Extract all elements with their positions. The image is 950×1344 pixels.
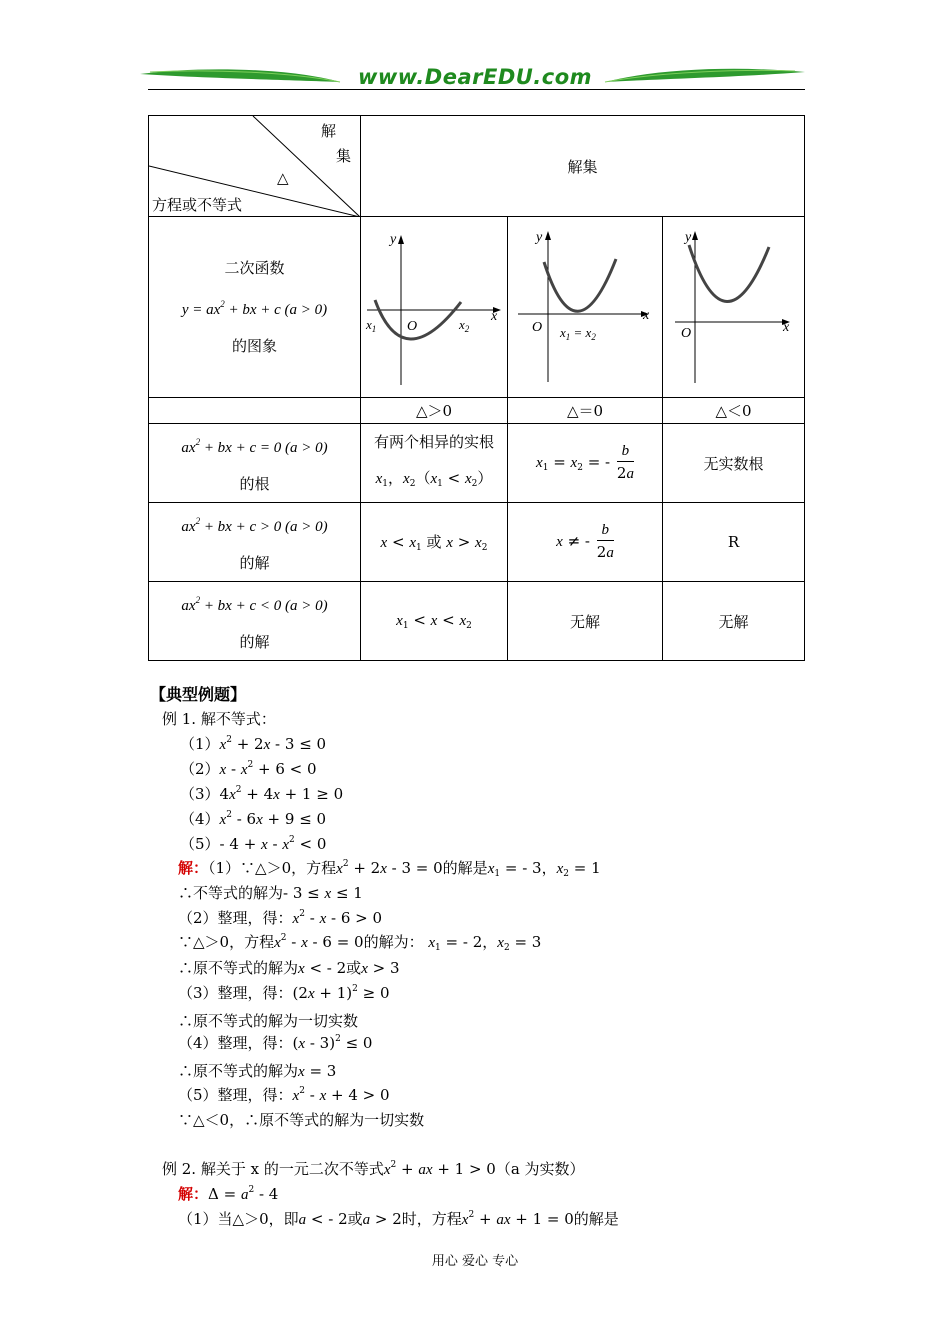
svg-text:O: O xyxy=(681,326,692,341)
parabola-one-root-graph xyxy=(508,217,662,393)
svg-text:x1: $x_1$ xyxy=(366,317,377,334)
parabola-two-roots-graph xyxy=(361,217,507,393)
solution-3b: ∴原不等式的解为一切实数 xyxy=(178,1012,359,1030)
two-distinct-roots-text: 有两个相异的实根 xyxy=(373,433,494,451)
corner-cell xyxy=(149,116,361,217)
footer-slogan: 用心 爱心 专心 xyxy=(431,1254,519,1269)
section-title: 【典型例题】 xyxy=(150,685,247,704)
solution-5a: （5）整理，得：$x^2 - x + 4 > 0$ xyxy=(178,1086,390,1104)
fraction-b-over-2a: $\frac{b}{2a}$ xyxy=(596,522,614,561)
delta-negative-label: △＜0 xyxy=(663,398,805,424)
gt-delta-negative: R xyxy=(663,503,805,582)
graph-label-cell xyxy=(149,217,361,398)
svg-text:x1 = x2: $x_1 = x_2$ xyxy=(560,325,596,342)
problem-4: $(4)x^2 - 6x + 9 \le 0$ xyxy=(180,810,327,828)
svg-text:x: x xyxy=(491,309,498,324)
lt-delta-positive: $x_1 < x < x_2$ xyxy=(361,582,508,661)
roots-delta-zero: $x_1 = x_2$ = - $\frac{b}{2a}$ xyxy=(508,424,663,503)
roots-delta-positive xyxy=(361,424,508,503)
svg-text:y: y xyxy=(685,230,692,245)
problem-5: （5）- $4 + x - x^2 < 0$ xyxy=(180,835,327,853)
equation-formula: $ax^2$ + bx + c = 0 (a > 0) xyxy=(181,437,328,456)
problem-2: $(2)x - x^2 + 6 < 0$ xyxy=(180,760,317,778)
function-formula: $y = ax^2$ + bx + c (a > 0) xyxy=(181,299,328,318)
problem-3: $(3)4x^2 + 4x + 1 \ge 0$ xyxy=(180,785,344,803)
delta-row-label xyxy=(149,398,361,424)
corner-label-equation: 方程或不等式 xyxy=(152,196,243,214)
inequality-gt-formula: $ax^2$ + bx + c > 0 (a > 0) xyxy=(181,516,328,535)
graph-label-3: 的图象 xyxy=(231,337,277,355)
lt-label: 的解 xyxy=(239,633,270,651)
svg-text:O: O xyxy=(407,319,418,334)
graph-delta-zero xyxy=(508,217,663,398)
solution-3a: （3）整理，得：$(2x + 1)^2 \ge 0$ xyxy=(178,984,390,1002)
svg-text:O: O xyxy=(532,320,543,335)
solution-4b: ∴原不等式的解为x = 3 xyxy=(178,1062,337,1080)
corner-label-ji: 集 xyxy=(336,147,352,165)
ex2-title: 例 2. 解关于 x 的一元二次不等式$x^2$ + ax + 1 > 0（a 为实数） xyxy=(162,1160,585,1178)
solution-2b: ∵△＞0，方程$x^2 - x - 6 = 0$的解为： $x_1$ = - 2，$x_2 = 3$ xyxy=(178,933,542,953)
svg-text:y: y xyxy=(390,232,397,247)
svg-text:x: x xyxy=(643,308,650,323)
roots-x1-x2: $x_1$，$x_2(x_1 < x_2)$ xyxy=(375,469,493,489)
svg-text:x: x xyxy=(783,320,790,335)
solution-label-2: 解： xyxy=(178,1185,209,1203)
ex2-case-1: （1）当△＞0，即a < - 2或a > 2时，方程$x^2$ + ax + 1 = 0的解是 xyxy=(178,1210,619,1228)
solution-2a: （2）整理，得：$x^2 - x - 6 > 0$ xyxy=(178,909,383,927)
gt-label: 的解 xyxy=(239,554,270,572)
svg-text:x2: $x_2$ xyxy=(459,317,470,334)
header-solution-set: 解集 xyxy=(361,116,805,217)
delta-zero-label: △＝0 xyxy=(508,398,663,424)
lt-label-cell xyxy=(149,582,361,661)
gt-label-cell xyxy=(149,503,361,582)
roots-label-cell xyxy=(149,424,361,503)
solution-1a: 解：（1）∵△＞0，方程$x^2 + 2x - 3 = 0$的解是$x_1$ = - 3，$x_2 = 1$ xyxy=(178,859,601,879)
delta-positive-label: △＞0 xyxy=(361,398,508,424)
svg-text:y: y xyxy=(536,230,543,245)
summary-table xyxy=(148,115,805,661)
lt-delta-negative: 无解 xyxy=(663,582,805,661)
inequality-lt-formula: $ax^2$ + bx + c < 0 (a > 0) xyxy=(181,595,328,614)
lt-delta-zero: 无解 xyxy=(508,582,663,661)
fraction-b-over-2a: $\frac{b}{2a}$ xyxy=(616,443,634,482)
roots-label: 的根 xyxy=(239,475,270,493)
solution-1b: ∴不等式的解为- 3 ≤ x ≤ 1 xyxy=(178,884,363,902)
header-rule xyxy=(148,89,805,90)
graph-label-1: 二次函数 xyxy=(224,259,285,277)
roots-delta-negative: 无实数根 xyxy=(663,424,805,503)
gt-delta-positive: $x < x_1$ 或 $x > x_2$ xyxy=(361,503,508,582)
solution-4a: （4）整理，得：(x - 3)$^2$ ≤ 0 xyxy=(178,1034,373,1052)
solution-2c: ∴原不等式的解为x < - 2或x > 3 xyxy=(178,959,400,977)
problem-1: $(1)x^2 + 2x - 3 \le 0$ xyxy=(180,735,327,753)
parabola-no-root-graph xyxy=(663,217,804,393)
corner-label-jie: 解 xyxy=(321,122,337,140)
solution-label: 解： xyxy=(178,859,209,877)
ex1-title: 例 1. 解不等式： xyxy=(162,710,276,728)
corner-label-delta: △ xyxy=(277,169,289,187)
graph-delta-positive xyxy=(361,217,508,398)
ex2-delta: 解：$\Delta = a^2 - 4$ xyxy=(178,1185,279,1203)
gt-delta-zero: x ≠ - $\frac{b}{2a}$ xyxy=(508,503,663,582)
site-name: www.DearEDU.com xyxy=(357,65,593,89)
solution-5b: ∵△＜0，∴原不等式的解为一切实数 xyxy=(178,1111,425,1129)
graph-delta-negative xyxy=(663,217,805,398)
